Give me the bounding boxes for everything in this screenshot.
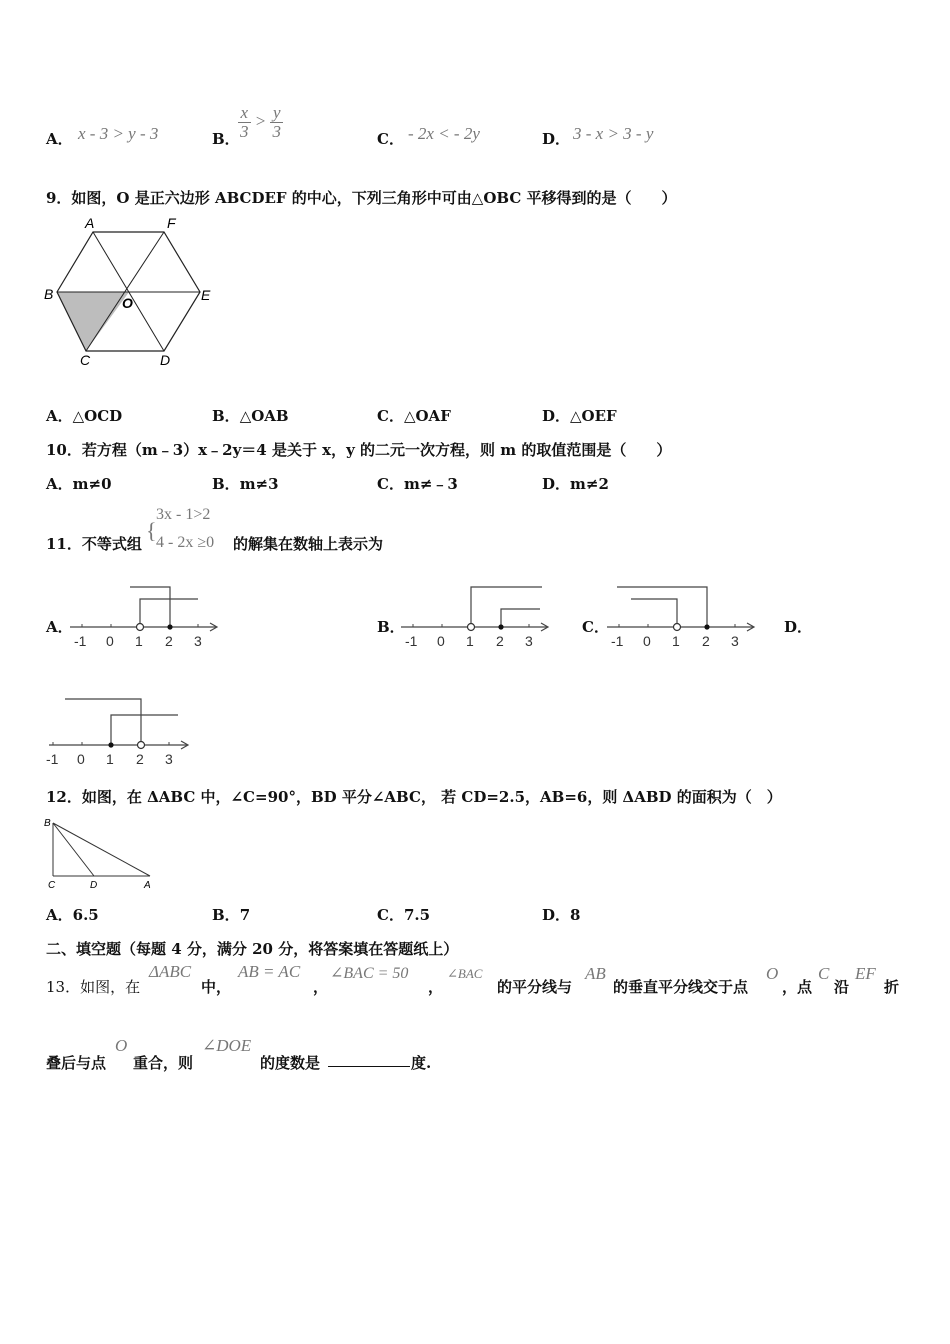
q13-m4: ∠BAC xyxy=(447,966,483,981)
tick-label: -1 xyxy=(74,633,87,649)
q13-line2-p4: 度. xyxy=(411,1054,432,1072)
q10-option-d-label: D． xyxy=(542,475,571,493)
q12-option-b-label: B． xyxy=(212,906,240,924)
q11-ineq-line2: 4 - 2x ≥0 xyxy=(156,534,215,551)
q11-option-c-label: C． xyxy=(582,618,609,636)
vertex-label-d: D xyxy=(160,352,171,368)
q9-option-c xyxy=(377,405,451,426)
q10-option-c xyxy=(377,473,458,494)
tick-label: 3 xyxy=(525,633,533,649)
q12-option-b xyxy=(212,904,250,925)
solid-point-2 xyxy=(498,624,503,629)
q13-p8: 沿 xyxy=(834,978,850,996)
q12-option-b-text: 7 xyxy=(239,906,251,924)
q11-ineq-line1: 3x - 1>2 xyxy=(156,506,211,523)
open-point-1 xyxy=(468,624,475,631)
q10-option-a xyxy=(46,473,112,494)
vertex-label-a: A xyxy=(85,215,95,231)
tick-label: 2 xyxy=(165,633,173,649)
q13-line2-m1: O xyxy=(115,1036,128,1055)
q11-option-b-label: B． xyxy=(377,618,405,636)
q13-p3: ， xyxy=(313,978,329,996)
solid-point-1 xyxy=(108,742,113,747)
q13-m3: ∠BAC = 50 xyxy=(330,965,409,982)
ray-x-gt-1 xyxy=(140,599,198,627)
q13-p7: ，点 xyxy=(782,978,813,996)
ray-x-lt-1 xyxy=(631,599,677,627)
q13-p4: ， xyxy=(428,978,444,996)
vertex-label-f: F xyxy=(167,215,176,231)
q13-line2-p3: 的度数是 xyxy=(260,1054,321,1072)
q9-option-c-label: C． xyxy=(377,407,404,425)
q11-numberline-a xyxy=(66,582,226,652)
vertex-label-c: C xyxy=(80,352,91,368)
q9-option-b-text: △OAB xyxy=(239,407,289,425)
solid-point-2 xyxy=(167,624,172,629)
q9-option-d xyxy=(542,405,617,426)
q10-option-c-label: C． xyxy=(377,475,404,493)
q9-option-b xyxy=(212,405,289,426)
q9-hexagon-figure xyxy=(40,212,220,372)
q9-option-a xyxy=(46,405,122,426)
q8-b-op: > xyxy=(254,111,267,131)
vertex-label-b: B xyxy=(44,286,54,302)
q13-p2: 中， xyxy=(201,978,232,996)
q13-m5: AB xyxy=(585,964,606,983)
q9-option-d-label: D． xyxy=(542,407,571,425)
solid-point-2 xyxy=(704,624,709,629)
q11-option-a-label: A． xyxy=(46,618,73,636)
vertex-label-c: C xyxy=(48,880,56,891)
ray-x-gt-1 xyxy=(471,587,542,627)
tick-label: 3 xyxy=(165,751,173,766)
q13-m8: EF xyxy=(855,964,876,983)
tick-label: 2 xyxy=(136,751,144,766)
q13-p5: 的平分线与 xyxy=(497,978,573,996)
q8-option-d-expr: 3 - x > 3 - y xyxy=(573,124,654,143)
q13-p1: 13．如图，在 xyxy=(46,978,141,996)
q8-b-den1: 3 xyxy=(240,122,249,141)
tick-label: 2 xyxy=(496,633,504,649)
tick-label: 0 xyxy=(437,633,445,649)
q11-brace: { xyxy=(146,518,157,543)
ray-x-lt-2 xyxy=(65,699,141,745)
tick-label: -1 xyxy=(405,633,418,649)
q8-option-d-label: D． xyxy=(542,130,571,148)
q10-option-c-text: m≠﹣3 xyxy=(403,475,458,493)
q13-p9: 折 xyxy=(884,978,900,996)
q8-option-c-label: C． xyxy=(377,130,404,148)
ray-x-le-2 xyxy=(617,587,707,627)
q13-m6: O xyxy=(766,964,779,983)
tick-label: 1 xyxy=(106,751,114,766)
tick-label: 1 xyxy=(135,633,143,649)
open-point-1 xyxy=(674,624,681,631)
q10-option-b-label: B． xyxy=(212,475,240,493)
q12-option-c-text: 7.5 xyxy=(403,906,431,924)
q12-triangle-figure xyxy=(40,814,160,894)
vertex-label-a: A xyxy=(144,880,151,891)
q8-b-fraction-1 xyxy=(238,104,251,141)
q13-m2: AB = AC xyxy=(238,962,301,981)
q8-option-b-label: B． xyxy=(212,130,240,148)
q12-option-c xyxy=(377,904,430,925)
q9-option-b-label: B． xyxy=(212,407,240,425)
tick-label: -1 xyxy=(46,751,59,766)
section-2-title: 二、填空题（每题 4 分，满分 20 分，将答案填在答题纸上） xyxy=(46,940,459,958)
q13-m7: C xyxy=(818,964,830,983)
q13-p6: 的垂直平分线交于点 xyxy=(613,978,749,996)
shaded-triangle-obc xyxy=(57,292,129,351)
q10-option-a-label: A． xyxy=(46,475,73,493)
ray-x-ge-2 xyxy=(501,609,540,627)
tick-label: 2 xyxy=(702,633,710,649)
ray-x-ge-1 xyxy=(111,715,178,745)
tick-label: 3 xyxy=(194,633,202,649)
q8-b-num1: x xyxy=(238,104,251,123)
q11-numberline-b xyxy=(397,582,557,652)
q13-answer-blank[interactable] xyxy=(328,1052,410,1071)
q10-option-b-text: m≠3 xyxy=(239,475,279,493)
q9-option-a-label: A． xyxy=(46,407,73,425)
q11-numberline-d xyxy=(45,694,205,766)
q12-option-a-label: A． xyxy=(46,906,73,924)
q8-b-den2: 3 xyxy=(272,122,281,141)
q13-m1: ΔABC xyxy=(149,962,192,981)
q11-suffix: 的解集在数轴上表示为 xyxy=(233,535,384,553)
point-label-d: D xyxy=(90,880,98,891)
q10-option-b xyxy=(212,473,279,494)
q8-option-c-expr: - 2x < - 2y xyxy=(408,124,480,143)
tick-label: -1 xyxy=(611,633,624,649)
q8-option-b-expr xyxy=(238,104,283,141)
q13-line2-p1: 叠后与点 xyxy=(46,1054,107,1072)
q12-option-c-label: C． xyxy=(377,906,404,924)
q9-stem: 9．如图，O 是正六边形 ABCDEF 的中心，下列三角形中可由△OBC 平移得到的是（ ） xyxy=(46,189,677,207)
tick-label: 0 xyxy=(643,633,651,649)
q11-prefix: 11．不等式组 xyxy=(46,535,142,553)
q11-numberline-c xyxy=(603,582,763,652)
ray-x-le-2 xyxy=(130,587,170,627)
q10-stem: 10．若方程（m﹣3）x﹣2y＝4 是关于 x，y 的二元一次方程，则 m 的取值范围是（ ） xyxy=(46,441,672,459)
q12-option-a-text: 6.5 xyxy=(72,906,99,924)
q9-option-c-text: △OAF xyxy=(403,407,451,425)
q10-option-a-text: m≠0 xyxy=(72,475,112,493)
vertex-label-b: B xyxy=(44,818,51,829)
q12-option-a xyxy=(46,904,99,925)
q8-option-a-label: A． xyxy=(46,130,73,148)
q12-option-d-label: D． xyxy=(542,906,571,924)
open-point-2 xyxy=(138,742,145,749)
q13-line2-m2: ∠DOE xyxy=(202,1036,252,1055)
tick-label: 1 xyxy=(672,633,680,649)
tick-label: 1 xyxy=(466,633,474,649)
q12-stem: 12．如图，在 ΔABC 中，∠C=90°，BD 平分∠ABC， 若 CD=2.5，AB=6，则 ΔABD 的面积为（ ） xyxy=(46,788,782,806)
side-ab xyxy=(53,823,150,876)
tick-label: 0 xyxy=(106,633,114,649)
q8-b-num2: y xyxy=(270,104,283,123)
q8-b-fraction-2 xyxy=(270,104,283,141)
q9-option-d-text: △OEF xyxy=(570,407,617,425)
tick-label: 3 xyxy=(731,633,739,649)
center-label-o: O xyxy=(122,295,133,311)
q13-line2-p2: 重合，则 xyxy=(133,1054,194,1072)
q12-option-d-text: 8 xyxy=(570,906,581,924)
bisector-bd xyxy=(53,823,94,876)
q9-option-a-text: △OCD xyxy=(72,407,123,425)
tick-label: 0 xyxy=(77,751,85,766)
q8-option-a-expr: x - 3 > y - 3 xyxy=(78,124,159,143)
q11-option-d-label: D． xyxy=(784,618,813,636)
q12-option-d xyxy=(542,904,580,925)
q10-option-d-text: m≠2 xyxy=(570,475,609,493)
q10-option-d xyxy=(542,473,609,494)
open-point-1 xyxy=(137,624,144,631)
vertex-label-e: E xyxy=(201,287,211,303)
